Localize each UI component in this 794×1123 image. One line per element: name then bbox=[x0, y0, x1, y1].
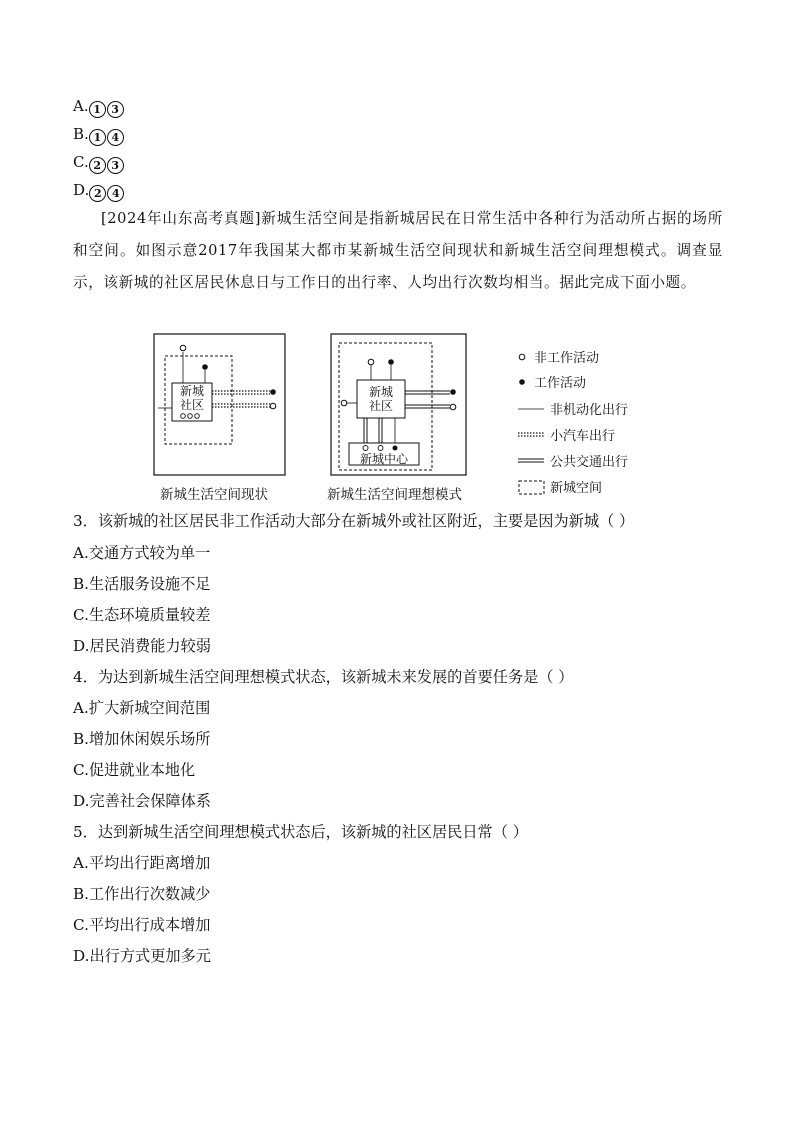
dashed-box-icon bbox=[519, 481, 544, 494]
circled-number: 2 bbox=[89, 185, 106, 202]
question-5-option-b: B.工作出行次数减少 bbox=[73, 885, 211, 903]
question-4-stem: 4．为达到新城生活空间理想模式状态，该新城未来发展的首要任务是（ ） bbox=[73, 668, 574, 686]
legend-label: 工作活动 bbox=[534, 376, 587, 391]
legend-label: 非工作活动 bbox=[534, 351, 600, 366]
legend-label: 非机动化出行 bbox=[550, 403, 629, 418]
question-4-option-a: A.扩大新城空间范围 bbox=[73, 699, 211, 717]
question-3-option-b: B.生活服务设施不足 bbox=[73, 575, 211, 593]
option-c-prev bbox=[73, 152, 125, 174]
legend-label: 公共交通出行 bbox=[550, 455, 629, 470]
legend bbox=[518, 350, 628, 496]
community-label-2: 社区 bbox=[368, 399, 394, 413]
caption-ideal: 新城生活空间理想模式 bbox=[327, 487, 462, 503]
filled-circle-icon bbox=[270, 389, 276, 395]
option-letter: A. bbox=[73, 97, 89, 115]
question-3-option-c: C.生态环境质量较差 bbox=[73, 606, 211, 624]
center-label: 新城中心 bbox=[359, 452, 409, 466]
community-label-1: 新城 bbox=[179, 384, 205, 398]
circled-number: 1 bbox=[89, 129, 106, 146]
current-status-diagram bbox=[154, 334, 285, 475]
figure bbox=[150, 330, 650, 505]
question-5-option-a: A.平均出行距离增加 bbox=[73, 854, 211, 872]
figure-diagram bbox=[150, 330, 650, 505]
open-circle-icon bbox=[368, 359, 374, 365]
option-letter: D. bbox=[73, 181, 90, 199]
question-3-option-a: A.交通方式较为单一 bbox=[73, 544, 211, 562]
question-3-stem: 3．该新城的社区居民非工作活动大部分在新城外或社区附近，主要是因为新城（ ） bbox=[73, 512, 635, 530]
filled-circle-icon bbox=[388, 359, 394, 365]
circled-number: 2 bbox=[89, 157, 106, 174]
open-circle-icon bbox=[378, 446, 383, 451]
question-5-stem: 5．达到新城生活空间理想模式状态后，该新城的社区居民日常（ ） bbox=[73, 823, 528, 841]
community-label-1: 新城 bbox=[368, 385, 394, 399]
filled-circle-icon bbox=[202, 364, 208, 370]
open-circle-icon bbox=[181, 414, 186, 419]
open-circle-icon bbox=[450, 404, 456, 410]
option-d-prev bbox=[73, 180, 125, 202]
open-circle-icon bbox=[341, 400, 347, 406]
question-4-option-d: D.完善社会保障体系 bbox=[73, 792, 211, 810]
question-5-option-c: C.平均出行成本增加 bbox=[73, 916, 211, 934]
open-circle-icon bbox=[180, 345, 186, 351]
legend-label: 小汽车出行 bbox=[550, 429, 616, 444]
question-4-option-b: B.增加休闲娱乐场所 bbox=[73, 730, 211, 748]
circled-number: 4 bbox=[107, 129, 124, 146]
filled-circle-icon bbox=[450, 389, 456, 395]
open-circle-icon bbox=[519, 354, 525, 360]
open-circle-icon bbox=[188, 414, 193, 419]
circled-number: 3 bbox=[107, 157, 124, 174]
circled-number: 4 bbox=[107, 185, 124, 202]
question-3-option-d: D.居民消费能力较弱 bbox=[73, 637, 211, 655]
legend-label: 新城空间 bbox=[550, 481, 603, 496]
question-5-option-d: D.出行方式更加多元 bbox=[73, 947, 211, 965]
option-letter: C. bbox=[73, 153, 89, 171]
ideal-model-diagram bbox=[331, 334, 466, 475]
option-b-prev bbox=[73, 124, 125, 146]
caption-current: 新城生活空间现状 bbox=[160, 487, 268, 503]
question-4-option-c: C.促进就业本地化 bbox=[73, 761, 196, 779]
intro-paragraph: [2024年山东高考真题]新城生活空间是指新城居民在日常生活中各种行为活动所占据的场所和空间。如图示意2017年我国某大都市某新城生活空间现状和新城生活空间理想模式。调查显示，该新城的社区居民休息日与工作日的出行率、人均出行次数均相当。据此完成下面小题。 bbox=[73, 210, 723, 291]
filled-circle-icon bbox=[519, 379, 525, 385]
option-letter: B. bbox=[73, 125, 89, 143]
option-a-prev bbox=[73, 96, 125, 118]
circled-number: 1 bbox=[89, 101, 106, 118]
community-label-2: 社区 bbox=[179, 398, 205, 412]
open-circle-icon bbox=[270, 403, 276, 409]
circled-number: 3 bbox=[107, 101, 124, 118]
open-circle-icon bbox=[363, 446, 368, 451]
filled-circle-icon bbox=[393, 446, 398, 451]
open-circle-icon bbox=[195, 414, 200, 419]
